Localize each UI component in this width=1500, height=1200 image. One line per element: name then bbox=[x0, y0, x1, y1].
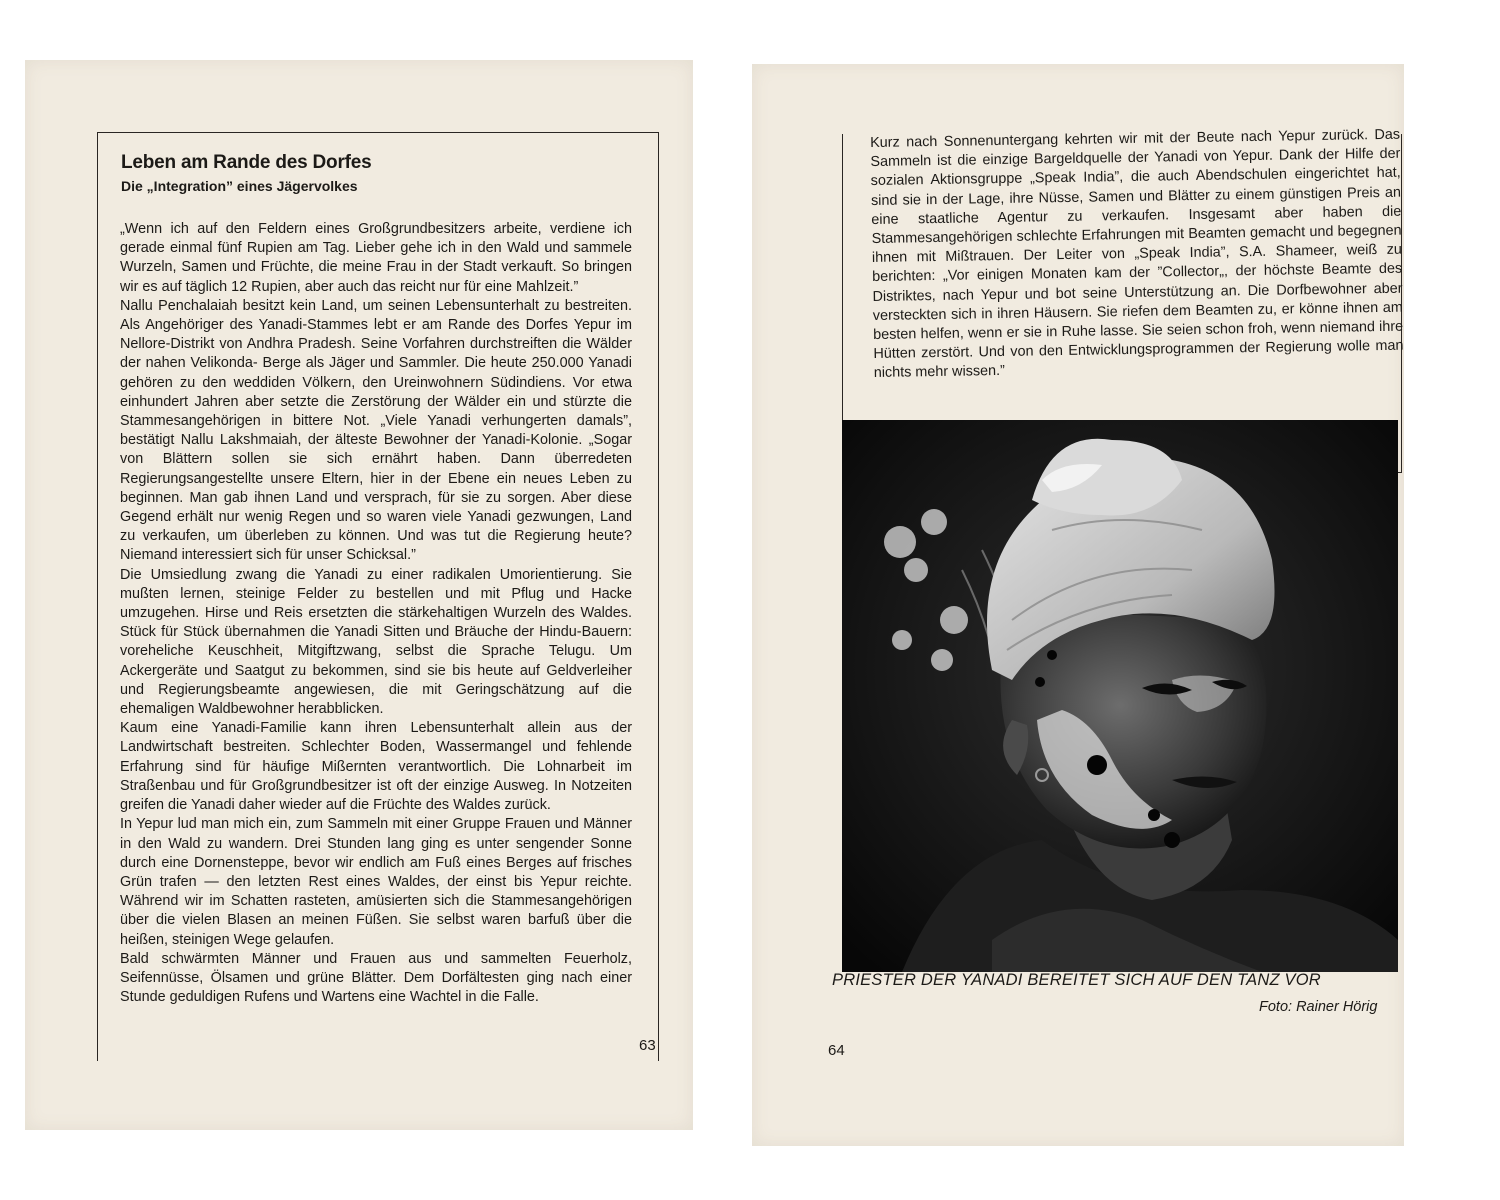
photo-caption: PRIESTER DER YANADI BEREITET SICH AUF DEN TANZ VOR bbox=[832, 971, 1321, 989]
photo-illustration bbox=[842, 420, 1398, 972]
paragraph: Kurz nach Sonnenuntergang kehrten wir mit der Beute nach Yepur zurück. Das Sammeln ist die einzige Bargeldquelle der Yanadi von Yepur. Dank der Hilfe der sozialen Aktionsgruppe „Speak India”, die auch Abendschulen eingerichtet hat, sind sie in der Lage, ihre Nüsse, Samen und Blätter zu einem günstigen Preis an eine staatliche Agentur zu verkaufen. Insgesamt aber haben die Stammesangehörigen schlechte Erfahrungen mit Beamten gemacht und begegnen ihnen mit Mißtrauen. Der Leiter von „Speak India”, S.A. Shameer, weiß zu berichten: „Vor einigen Monaten kam der ”Collector„, der höchste Beamte des Distriktes, nach Yepur und bot seine Unterstützung an. Die Dorfbewohner aber versteckten sich in ihren Häusern. Sie riefen dem Beamten zu, er könne ihnen am besten helfen, wenn er sie in Ruhe lasse. Sie seien schon froh, wenn niemand ihre Hütten zerstört. Und von den Entwicklungsprogrammen der Regierung wolle man nichts mehr wissen.” bbox=[870, 126, 1404, 382]
paragraph: Die Umsiedlung zwang die Yanadi zu einer radikalen Umorientierung. Sie mußten lernen, steinige Felder zu bestellen und mit Pflug und Hacke umzugehen. Hirse und Reis ersetzten die stärkehaltigen Wurzeln des Waldes. Stück für Stück übernahmen die Yanadi Sitten und Bräuche der Hindu-Bauern: voreheliche Keuschheit, Mitgiftzwang, selbst die Sprache Telugu. Um Ackergeräte und Saatgut zu bekommen, sind sie bis heute auf Geldverleiher und Regierungsbeamte angewiesen, die mit Geringschätzung auf die ehemaligen Waldbewohner herabblicken. bbox=[120, 566, 632, 718]
photo-credit: Foto: Rainer Hörig bbox=[1259, 999, 1378, 1015]
right-page bbox=[752, 64, 1404, 1146]
article-title: Leben am Rande des Dorfes bbox=[121, 152, 372, 173]
priest-photo bbox=[842, 420, 1398, 972]
paragraph: In Yepur lud man mich ein, zum Sammeln mit einer Gruppe Frauen und Männer in den Wald zu wandern. Drei Stunden lang ging es unter sengender Sonne durch eine Dornensteppe, bevor wir endlich am Fuß eines Berges auf frisches Grün trafen — den letzten Rest eines Waldes, der einst bis Yepur reichte. Während wir im Schatten rasteten, amüsierten sich die Stammesangehörigen über die vielen Blasen an meinen Füßen. Sie selbst waren barfuß über die heißen, steinigen Wege gelaufen. bbox=[120, 816, 632, 948]
paragraph: Kaum eine Yanadi-Familie kann ihren Lebensunterhalt allein aus der Landwirtschaft bestreiten. Schlechter Boden, Wassermangel und fehlende Erfahrung sind für häufige Mißernten verantwortlich. Die Lohnarbeit im Straßenbau und für Großgrundbesitzer ist oft der einzige Ausweg. In Notzeiten greifen die Yanadi daher wieder auf die Früchte des Waldes zurück. bbox=[120, 720, 632, 814]
left-page bbox=[25, 60, 693, 1130]
right-body-text bbox=[870, 126, 1404, 384]
page-number: 64 bbox=[828, 1042, 845, 1059]
page-number: 63 bbox=[639, 1037, 656, 1054]
paragraph: „Wenn ich auf den Feldern eines Großgrundbesitzers arbeite, verdiene ich gerade einmal fünf Rupien am Tag. Lieber gehe ich in den Wald und sammele Wurzeln, Samen und Früchte, die meine Frau in der Stadt verkauft. So bringen wir es auf täglich 12 Rupien, aber auch das reicht nur für eine Mahlzeit.” bbox=[120, 221, 632, 295]
article-subtitle: Die „Integration” eines Jägervolkes bbox=[121, 178, 358, 194]
paragraph: Nallu Penchalaiah besitzt kein Land, um seinen Lebensunterhalt zu bestreiten. Als Angehöriger des Yanadi-Stammes lebt er am Rande des Dorfes Yepur im Nellore-Distrikt von Andhra Pradesh. Seine Vorfahren durchstreiften die Wälder der nahen Velikonda- Berge als Jäger und Sammler. Die heute 250.000 Yanadi gehören zu den weddiden Völkern, den Ureinwohnern Südindiens. Vor etwa einhundert Jahren aber setzte die Zerstörung der Wälder ein und stürzte die Stammesangehörigen in bittere Not. „Viele Yanadi verhungerten damals”, bestätigt Nallu Lakshmaiah, der älteste Bewohner der Yanadi-Kolonie. „Sogar von Blättern sollen sie sich ernährt haben. Dann überredeten Regierungsangestellte unsere Eltern, hier in der Ebene ein neues Leben zu beginnen. Man gab ihnen Land und versprach, für sie zu sorgen. Aber diese Gegend erhält nur wenig Regen und so waren viele Yanadi gezwungen, Land zu verkaufen, um überleben zu können. Und was tut die Regierung heute? Niemand interessiert sich für unser Schicksal.” bbox=[120, 297, 632, 564]
paragraph: Bald schwärmten Männer und Frauen aus und sammelten Feuerholz, Seifennüsse, Ölsamen und grüne Blätter. Dem Dorfältesten ging nach einer Stunde geduldigen Rufens und Wartens eine Wachtel in die Falle. bbox=[120, 950, 632, 1006]
left-body-text bbox=[120, 220, 632, 1007]
